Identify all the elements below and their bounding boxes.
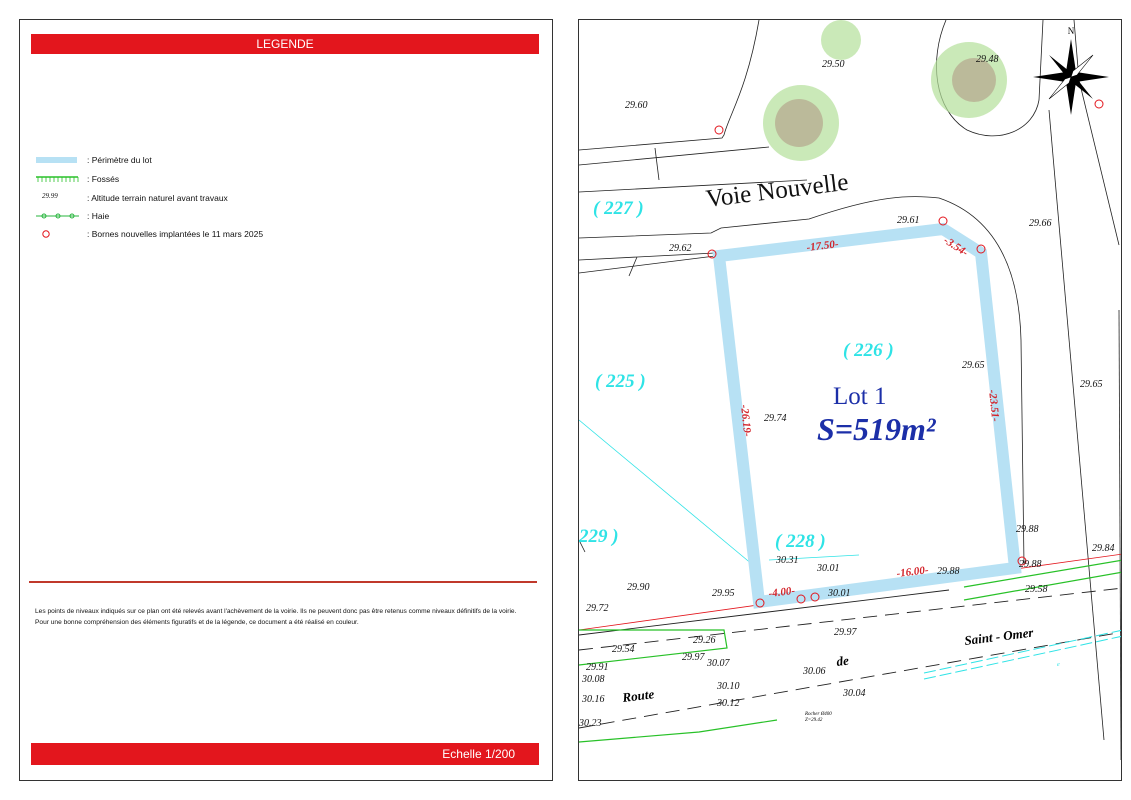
- svg-text:29.48: 29.48: [976, 54, 999, 65]
- dimension-top: -17.50-: [805, 238, 840, 254]
- lot-name: Lot 1: [833, 383, 887, 410]
- boundary-markers: [708, 100, 1103, 607]
- svg-text:30.16: 30.16: [582, 694, 605, 705]
- legend-label: : Haie: [87, 211, 110, 221]
- dimension-right: -23.51-: [986, 389, 1002, 423]
- svg-text:29.88: 29.88: [1016, 524, 1039, 535]
- parcel-225: ( 225 ): [595, 371, 646, 392]
- dimension-short: -4.00-: [767, 584, 796, 600]
- parcel-227: ( 227 ): [593, 198, 644, 219]
- svg-text:29.72: 29.72: [586, 603, 609, 614]
- svg-text:29.90: 29.90: [627, 582, 650, 593]
- legend-note: Les points de niveaux indiqués sur ce plan ont été relevés avant l'achèvement de la voirie. Ils ne peuvent donc pas être retenus comme niveaux définitifs de la voirie. Pour une bonne compréhension des éléments figuratifs et de la légende, ce document a été réalisé en couleur.: [35, 608, 517, 626]
- legend-title: LEGENDE: [31, 34, 539, 54]
- legend-item-ditch: [34, 172, 119, 186]
- parcel-228: ( 228 ): [775, 531, 826, 552]
- svg-text:29.54: 29.54: [612, 644, 635, 655]
- north-arrow-icon: [1033, 39, 1109, 115]
- legend-divider: [29, 581, 537, 583]
- svg-text:30.08: 30.08: [582, 674, 605, 685]
- svg-text:29.95: 29.95: [712, 588, 735, 599]
- svg-text:29.84: 29.84: [1092, 543, 1115, 554]
- perimeter-swatch: [34, 153, 82, 167]
- svg-text:29.65: 29.65: [1080, 379, 1103, 390]
- survey-map: [579, 20, 1122, 781]
- hedge-swatch: [34, 209, 82, 223]
- tree-icon: [763, 20, 1007, 161]
- svg-text:29.88: 29.88: [1019, 559, 1042, 570]
- svg-text:30.07: 30.07: [707, 658, 730, 669]
- legend-label: : Altitude terrain naturel avant travaux: [87, 193, 228, 203]
- boundary-marker-icon: [34, 227, 82, 241]
- dimension-corner: -3.54-: [941, 234, 971, 259]
- svg-text:29.74: 29.74: [764, 413, 787, 424]
- dimension-left: -26.19-: [738, 404, 754, 438]
- legend-label: : Bornes nouvelles implantées le 11 mars 2025: [87, 229, 264, 239]
- legend-item-altitude: [34, 191, 228, 205]
- road-lines: [579, 588, 1122, 728]
- scale-bar: Echelle 1/200: [31, 743, 539, 765]
- svg-text:29.58: 29.58: [1025, 584, 1048, 595]
- svg-text:30.12: 30.12: [717, 698, 740, 709]
- svg-text:30.06: 30.06: [803, 666, 826, 677]
- svg-text:29.60: 29.60: [625, 100, 648, 111]
- parcel-226: ( 226 ): [843, 340, 894, 361]
- road-name-top: Voie Nouvelle: [704, 168, 850, 213]
- rock-tag-label: Rocher Ø400: [805, 712, 832, 717]
- svg-text:30.10: 30.10: [717, 681, 740, 692]
- small-mark: e: [1057, 662, 1060, 668]
- svg-text:29.26: 29.26: [693, 635, 716, 646]
- parcel-229: 229 ): [579, 526, 619, 547]
- legend-item-marker: [34, 227, 263, 241]
- north-label: N: [1067, 26, 1075, 36]
- svg-text:30.23: 30.23: [579, 718, 602, 729]
- svg-text:29.91: 29.91: [586, 662, 609, 673]
- altitude-sample: 29.99: [42, 192, 58, 200]
- svg-text:29.50: 29.50: [822, 59, 845, 70]
- road-name-route: Route: [621, 686, 655, 705]
- lot-area: S=519m²: [817, 411, 936, 447]
- svg-text:29.61: 29.61: [897, 215, 920, 226]
- map-panel: [578, 19, 1122, 781]
- svg-text:29.62: 29.62: [669, 243, 692, 254]
- svg-text:30.31: 30.31: [776, 555, 799, 566]
- svg-text:29.88: 29.88: [937, 566, 960, 577]
- svg-text:29.65: 29.65: [962, 360, 985, 371]
- svg-text:30.01: 30.01: [817, 563, 840, 574]
- svg-text:30.04: 30.04: [843, 688, 866, 699]
- road-name-saint-omer: Saint - Omer: [963, 624, 1035, 648]
- ditch-swatch: [34, 172, 82, 186]
- legend-panel: [19, 19, 553, 781]
- svg-text:29.97: 29.97: [682, 652, 705, 663]
- svg-text:29.66: 29.66: [1029, 218, 1052, 229]
- legend-item-hedge: [34, 209, 109, 223]
- legend-label: : Périmètre du lot: [87, 155, 152, 165]
- legend-label: : Fossés: [87, 174, 120, 184]
- road-name-de: de: [835, 652, 850, 669]
- legend-item-perimeter: [34, 153, 152, 167]
- svg-text:30.01: 30.01: [828, 588, 851, 599]
- dimension-bottom: -16.00-: [895, 564, 930, 580]
- svg-text:29.97: 29.97: [834, 627, 857, 638]
- rock-tag-value: Z=29.42: [805, 718, 823, 723]
